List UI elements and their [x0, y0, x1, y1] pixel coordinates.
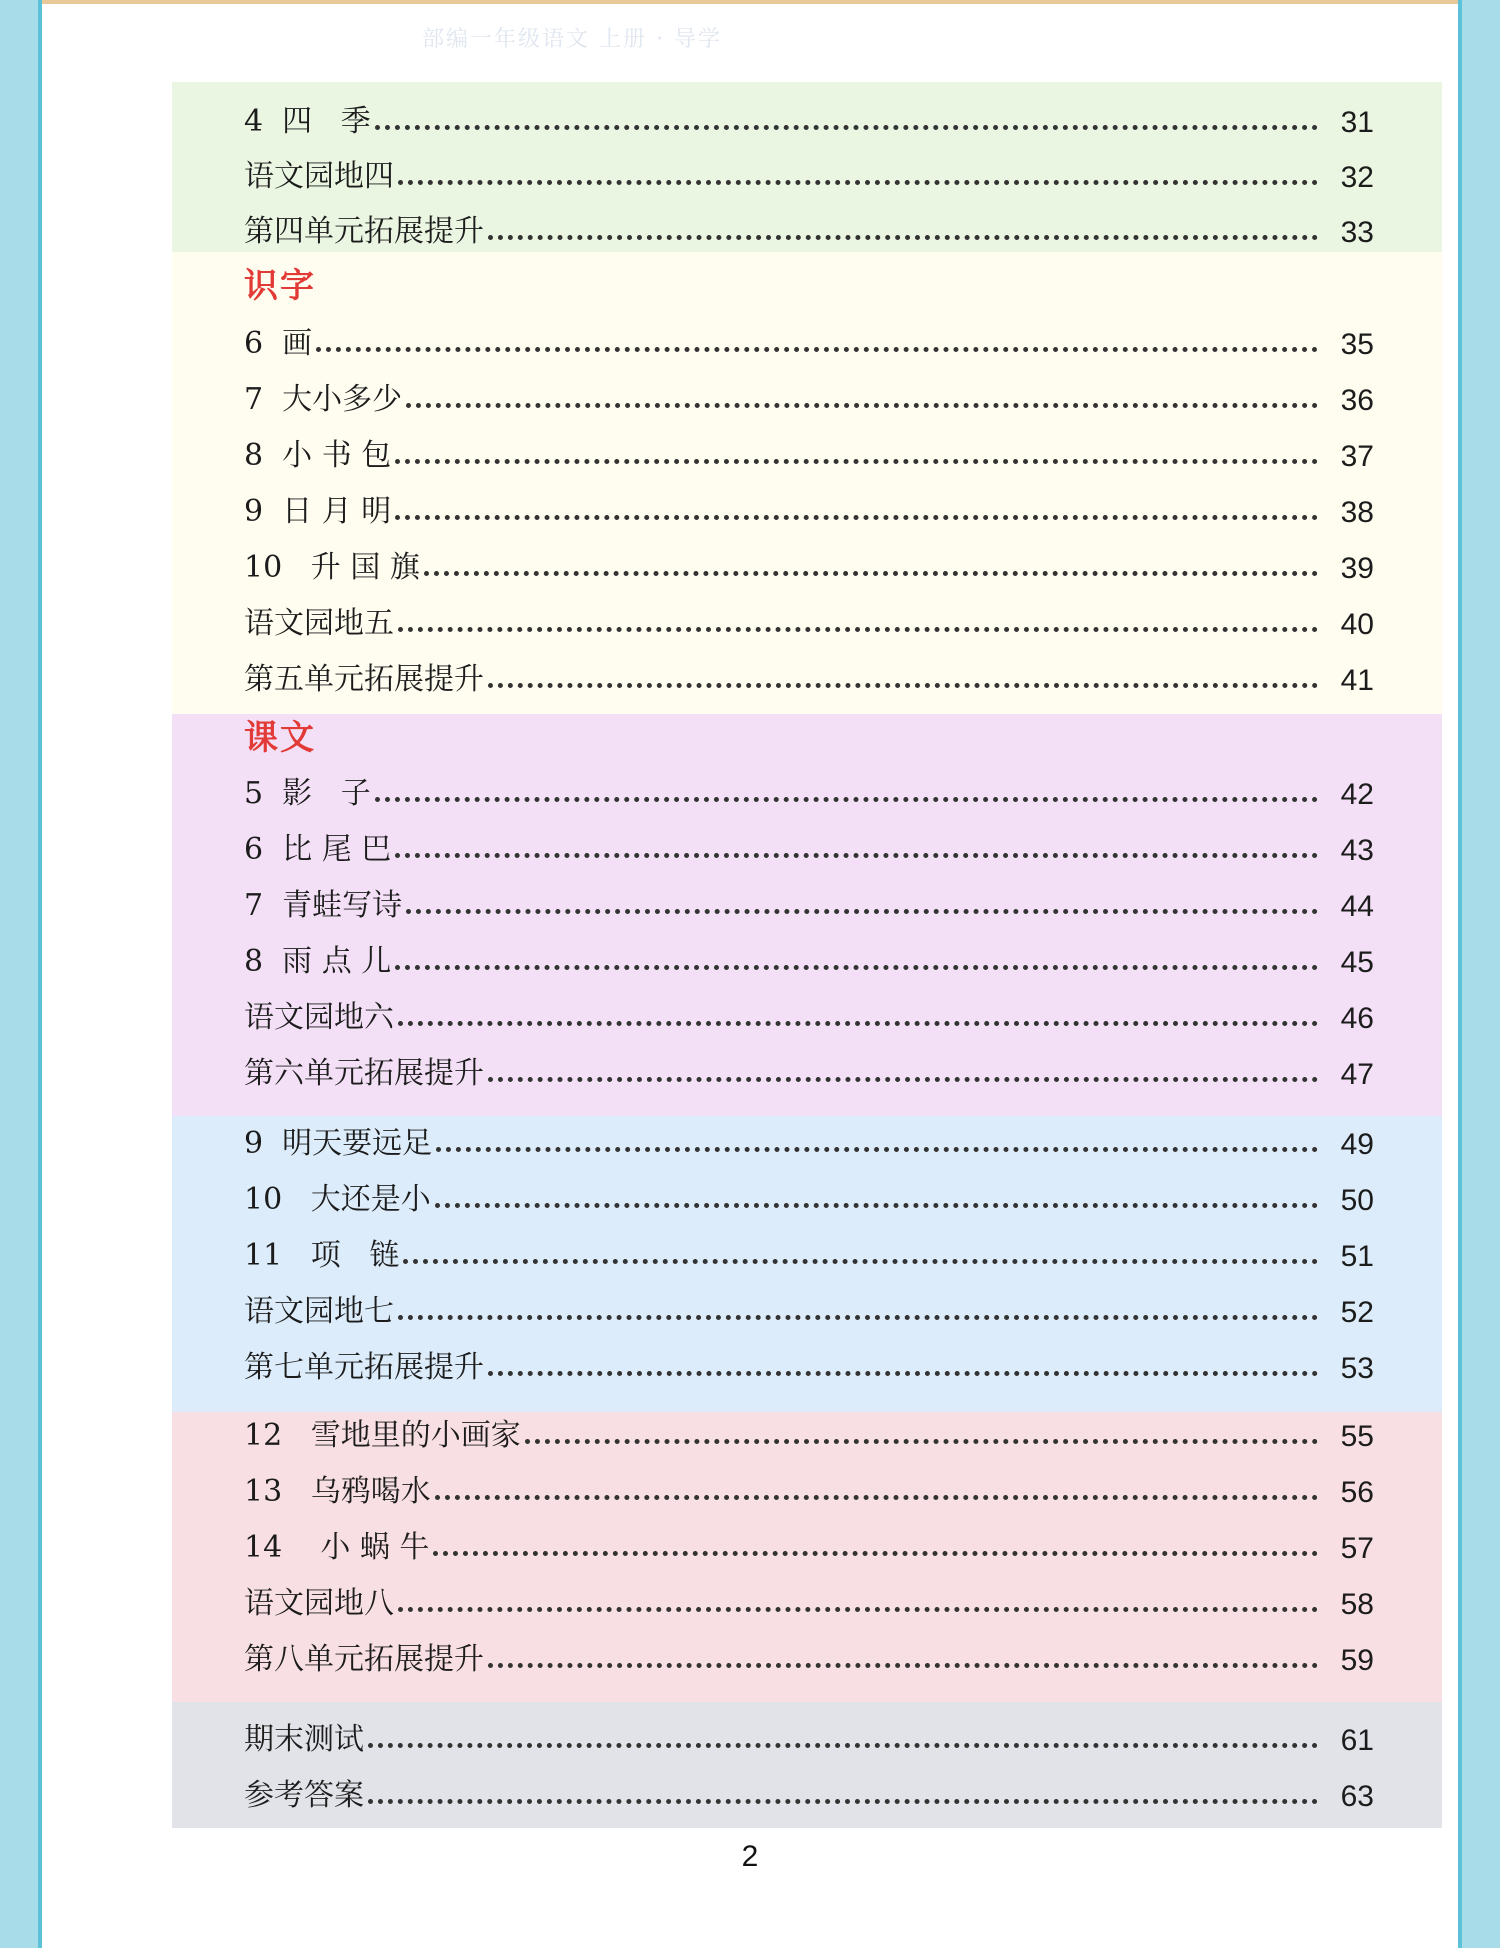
toc-entry-title: 第八单元拓展提升 [244, 1642, 484, 1677]
dot-leader [375, 797, 1318, 802]
toc-entry[interactable] [244, 936, 1374, 980]
toc-entry[interactable] [244, 598, 1374, 642]
toc-entry[interactable] [244, 1634, 1374, 1678]
toc-entry-title: 期末测试 [244, 1722, 364, 1757]
toc-entry-title: 第六单元拓展提升 [244, 1056, 484, 1091]
toc-entry-title: 9 日 月 明 [244, 494, 392, 529]
dot-leader [316, 347, 1318, 352]
toc-entry-page: 39 [1340, 552, 1374, 585]
toc-entry[interactable] [244, 1286, 1374, 1330]
dot-leader [435, 1495, 1318, 1500]
toc-entry[interactable] [244, 654, 1374, 698]
dot-leader [406, 403, 1318, 408]
dot-leader [525, 1439, 1318, 1444]
toc-entry-page: 40 [1340, 608, 1374, 641]
dot-leader [395, 459, 1318, 464]
toc-entry-page: 57 [1340, 1532, 1374, 1565]
toc-entry[interactable] [244, 880, 1374, 924]
dot-leader [375, 125, 1318, 130]
toc-entry-title: 第四单元拓展提升 [244, 214, 484, 249]
toc-entry-page: 55 [1340, 1420, 1374, 1453]
toc-entry-page: 33 [1340, 216, 1374, 249]
toc-entry-page: 44 [1340, 890, 1374, 923]
dot-leader [398, 180, 1318, 185]
toc-entry[interactable] [244, 374, 1374, 418]
toc-entry-page: 49 [1340, 1128, 1374, 1161]
dot-leader [433, 1551, 1318, 1556]
toc-entry-title: 10 大还是小 [244, 1182, 431, 1217]
toc-entry-title: 4 四 季 [244, 104, 371, 139]
toc-entry[interactable] [244, 992, 1374, 1036]
toc-entry-title: 语文园地八 [244, 1586, 394, 1621]
toc-entry-page: 61 [1340, 1724, 1374, 1757]
section-heading: 课文 [244, 718, 316, 758]
toc-entry-page: 47 [1340, 1058, 1374, 1091]
toc-page [38, 0, 1462, 1948]
toc-entry-page: 37 [1340, 440, 1374, 473]
toc-entry[interactable] [244, 1410, 1374, 1454]
toc-entry[interactable] [244, 1578, 1374, 1622]
toc-entry[interactable] [244, 824, 1374, 868]
toc-entry-title: 8 雨 点 儿 [244, 944, 392, 979]
toc-entry[interactable] [244, 1174, 1374, 1218]
dot-leader [488, 683, 1318, 688]
toc-entry-title: 语文园地四 [244, 159, 394, 194]
dot-leader [395, 965, 1318, 970]
dot-leader [406, 909, 1318, 914]
dot-leader [488, 1077, 1318, 1082]
dot-leader [403, 1259, 1318, 1264]
toc-entry-title: 语文园地七 [244, 1294, 394, 1329]
toc-entry[interactable] [244, 768, 1374, 812]
toc-entry-title: 12 雪地里的小画家 [244, 1418, 521, 1453]
toc-entry-page: 43 [1340, 834, 1374, 867]
toc-entry-page: 31 [1340, 106, 1374, 139]
toc-entry-title: 9 明天要远足 [244, 1126, 433, 1161]
toc-entry[interactable] [244, 486, 1374, 530]
dot-leader [488, 1371, 1318, 1376]
section-heading: 识字 [244, 266, 316, 306]
toc-entry[interactable] [244, 1118, 1374, 1162]
toc-entry-title: 参考答案 [244, 1778, 364, 1813]
dot-leader [436, 1147, 1318, 1152]
toc-entry-title: 7 大小多少 [244, 382, 403, 417]
toc-entry[interactable] [244, 96, 1374, 140]
dot-leader [368, 1743, 1318, 1748]
toc-entry-page: 38 [1340, 496, 1374, 529]
toc-entry-title: 13 乌鸦喝水 [244, 1474, 431, 1509]
dot-leader [398, 627, 1318, 632]
toc-entry[interactable] [244, 318, 1374, 362]
toc-entry[interactable] [244, 1230, 1374, 1274]
dot-leader [395, 853, 1318, 858]
toc-entry-title: 6 画 [244, 326, 313, 361]
toc-entry[interactable] [244, 1342, 1374, 1386]
toc-entry-page: 45 [1340, 946, 1374, 979]
toc-entry-page: 42 [1340, 778, 1374, 811]
dot-leader [395, 515, 1318, 520]
toc-entry-page: 63 [1340, 1780, 1374, 1813]
toc-entry-page: 41 [1340, 664, 1374, 697]
page-number: 2 [741, 1840, 759, 1873]
dot-leader [488, 1663, 1318, 1668]
toc-entry-title: 11 项 链 [244, 1238, 400, 1273]
toc-entry-title: 10 升 国 旗 [244, 550, 420, 585]
toc-entry-title: 第七单元拓展提升 [244, 1350, 484, 1385]
toc-entry[interactable] [244, 1714, 1374, 1758]
top-edge-strip [42, 0, 1458, 4]
toc-entry-page: 35 [1340, 328, 1374, 361]
toc-entry-title: 5 影 子 [244, 776, 371, 811]
toc-entry[interactable] [244, 430, 1374, 474]
toc-entry-page: 32 [1340, 161, 1374, 194]
toc-entry-page: 52 [1340, 1296, 1374, 1329]
toc-entry-page: 50 [1340, 1184, 1374, 1217]
toc-entry-title: 7 青蛙写诗 [244, 888, 403, 923]
dot-leader [488, 235, 1318, 240]
toc-entry[interactable] [244, 1522, 1374, 1566]
toc-entry-title: 第五单元拓展提升 [244, 662, 484, 697]
dot-leader [398, 1021, 1318, 1026]
toc-entry-title: 语文园地五 [244, 606, 394, 641]
toc-entry[interactable] [244, 1048, 1374, 1092]
toc-entry-page: 59 [1340, 1644, 1374, 1677]
toc-entry-title: 6 比 尾 巴 [244, 832, 392, 867]
toc-entry[interactable] [244, 542, 1374, 586]
toc-entry-page: 51 [1340, 1240, 1374, 1273]
toc-entry-title: 语文园地六 [244, 1000, 394, 1035]
dot-leader [435, 1203, 1318, 1208]
dot-leader [424, 571, 1318, 576]
toc-entry-page: 56 [1340, 1476, 1374, 1509]
toc-entry[interactable] [244, 151, 1374, 195]
dot-leader [398, 1315, 1318, 1320]
toc-entry-page: 46 [1340, 1002, 1374, 1035]
faint-running-header: 部编一年级语文 上册 · 导学 [422, 27, 722, 52]
toc-entry[interactable] [244, 206, 1374, 250]
toc-entry[interactable] [244, 1466, 1374, 1510]
dot-leader [368, 1799, 1318, 1804]
toc-entry-title: 8 小 书 包 [244, 438, 392, 473]
toc-entry[interactable] [244, 1770, 1374, 1814]
toc-entry-page: 53 [1340, 1352, 1374, 1385]
toc-entry-page: 58 [1340, 1588, 1374, 1621]
toc-entry-page: 36 [1340, 384, 1374, 417]
toc-entry-title: 14 小 蜗 牛 [244, 1530, 430, 1565]
dot-leader [398, 1607, 1318, 1612]
